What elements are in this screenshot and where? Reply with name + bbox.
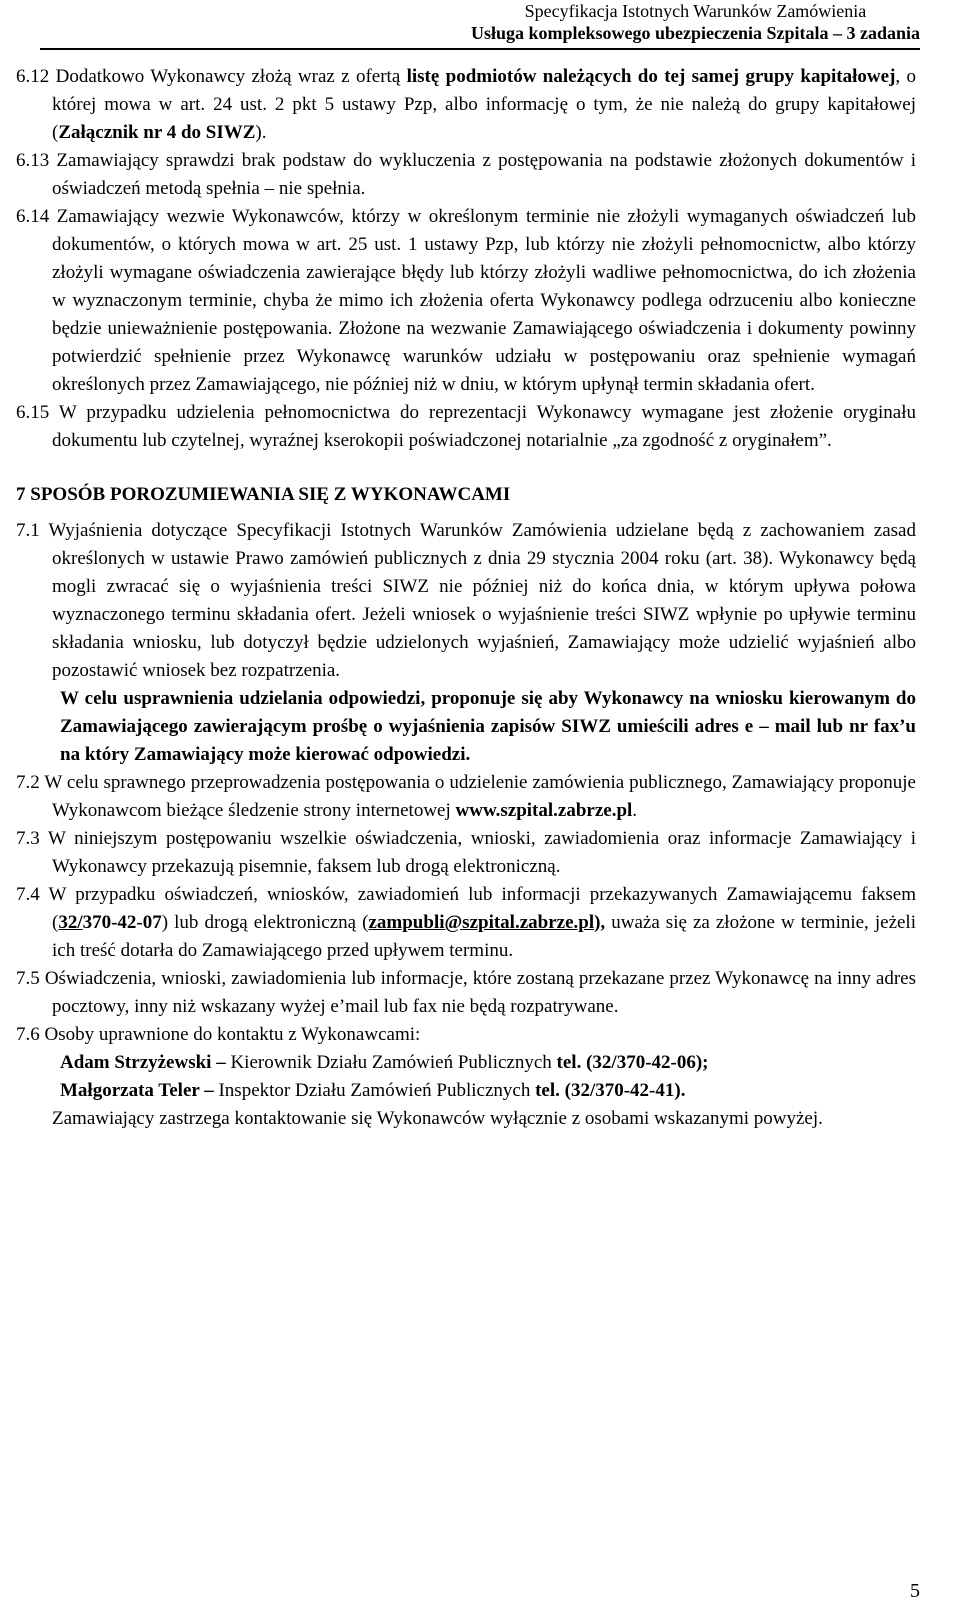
contact-name: Małgorzata Teler –: [60, 1080, 214, 1101]
contact-2: Małgorzata Teler – Inspektor Działu Zamówień Publicznych tel. (32/370-42-41).: [60, 1080, 686, 1101]
paragraph-6-13: 6.13 Zamawiający sprawdzi brak podstaw do wykluczenia z postępowania na podstawie złożonych dokumentów i oświadczeń metodą spełnia – nie spełnia.: [16, 150, 916, 199]
paragraph-number: 6.13: [16, 150, 50, 171]
contact-1: Adam Strzyżewski – Kierownik Działu Zamówień Publicznych tel. (32/370-42-06);: [60, 1052, 709, 1073]
paragraph-number: 7.3: [16, 828, 40, 849]
contact-name: Adam Strzyżewski –: [60, 1052, 226, 1073]
paragraph-6-15: 6.15 W przypadku udzielenia pełnomocnictwa do reprezentacji Wykonawcy wymagane jest złożenie oryginału dokumentu lub czytelnej, wyraźnej kserokopii poświadczonej notarialnie „za zgodność z oryginałem”.: [16, 402, 916, 451]
paragraph-number: 7.5: [16, 968, 40, 989]
fax-prefix: 32/: [58, 912, 83, 933]
email-link[interactable]: zampubli@szpital.zabrze.pl: [368, 912, 595, 933]
website-link[interactable]: www.szpital.zabrze.pl: [455, 800, 633, 821]
spacer: [16, 509, 916, 517]
paragraph-number: 7.1: [16, 520, 40, 541]
paragraph-6-12: 6.12 Dodatkowo Wykonawcy złożą wraz z ofertą listę podmiotów należących do tej samej grupy kapitałowej, o której mowa w art. 24 ust. 2 pkt 5 ustawy Pzp, albo informację o tym, że nie należą do grupy kapitałowej (Załącznik nr 4 do SIWZ).: [16, 66, 917, 143]
paragraph-7-2: 7.2 W celu sprawnego przeprowadzenia postępowania o udzielenie zamówienia publicznego, Zamawiający proponuje Wykonawcom bieżące śledzenie strony internetowej www.szpital.zabrze.pl.: [16, 772, 916, 821]
paragraph-number: 7.4: [16, 884, 40, 905]
paragraph-7-6-tail: Zamawiający zastrzega kontaktowanie się Wykonawców wyłącznie z osobami wskazanymi powyżej.: [52, 1108, 823, 1129]
paragraph-7-4: 7.4 W przypadku oświadczeń, wniosków, zawiadomień lub informacji przekazywanych Zamawiającemu faksem (32/370-42-07) lub drogą elektroniczną (zampubli@szpital.zabrze.pl), uważa się za złożone w terminie, jeżeli ich treść dotarła do Zamawiającego przed upływem terminu.: [16, 884, 916, 961]
header-rule: [40, 48, 920, 50]
paragraph-number: 6.15: [16, 402, 50, 423]
document-body: [16, 63, 916, 1133]
paragraph-6-14: 6.14 Zamawiający wezwie Wykonawców, którzy w określonym terminie nie złożyli wymaganych oświadczeń lub dokumentów, o których mowa w art. 25 ust. 1 ustawy Pzp, lub którzy nie złożyli pełnomocnictw, albo którzy złożyli wymagane oświadczenia zawierające błędy lub którzy złożyli wadliwe pełnomocnictwa, do ich złożenia w wyznaczonym terminie, chyba że mimo ich złożenia oferta Wykonawcy podlega odrzuceniu albo konieczne będzie unieważnienie postępowania. Złożone na wezwanie Zamawiającego oświadczenia i dokumenty powinny potwierdzić spełnienie przez Wykonawcę warunków udziału w postępowaniu oraz spełnienie wymagań określonych przez Zamawiającego, nie później niż w dniu, w którym upłynął termin składania ofert.: [16, 206, 916, 395]
page-number: 5: [910, 1580, 920, 1602]
page-header: [471, 0, 920, 44]
paragraph-7-1-note: W celu usprawnienia udzielania odpowiedzi, proponuje się aby Wykonawcy na wniosku kierowanym do Zamawiającego zawierającym prośbę o wyjaśnienia zapisów SIWZ umieścili adres e – mail lub nr fax’u na który Zamawiający może kierować odpowiedzi.: [60, 688, 916, 765]
paragraph-7-5: 7.5 Oświadczenia, wnioski, zawiadomienia lub informacje, które zostaną przekazane przez Wykonawcę na inny adres pocztowy, inny niż wskazany wyżej e’mail lub fax nie będą rozpatrywane.: [16, 968, 916, 1017]
contact-phone: tel. (32/370-42-41).: [535, 1080, 686, 1101]
contact-phone: tel. (32/370-42-06);: [556, 1052, 709, 1073]
paragraph-7-3: 7.3 W niniejszym postępowaniu wszelkie oświadczenia, wnioski, zawiadomienia oraz informacje Zamawiający i Wykonawcy przekazują pisemnie, faksem lub drogą elektroniczną.: [16, 828, 916, 877]
paragraph-number: 7.6: [16, 1024, 40, 1045]
paragraph-7-1: 7.1 Wyjaśnienia dotyczące Specyfikacji Istotnych Warunków Zamówienia udzielane będą z zachowaniem zasad określonych w ustawie Prawo zamówień publicznych z dnia 29 stycznia 2004 roku (art. 38). Wykonawcy będą mogli zwracać się o wyjaśnienia treści SIWZ nie później niż do końca dnia, w którym upływa połowa wyznaczonego terminu składania ofert. Jeżeli wniosek o wyjaśnienie treści SIWZ wpłynie po upływie terminu składania wniosku, lub dotyczył będzie udzielonych wyjaśnień, Zamawiający może udzielić wyjaśnień albo pozostawić wniosek bez rozpatrzenia.: [16, 520, 916, 681]
header-line-1: Specyfikacja Istotnych Warunków Zamówienia: [524, 1, 867, 21]
paragraph-number: 6.12: [16, 66, 50, 87]
paragraph-number: 7.2: [16, 772, 40, 793]
spacer: [16, 455, 916, 481]
paragraph-7-6: 7.6 Osoby uprawnione do kontaktu z Wykonawcami:: [16, 1024, 421, 1045]
fax-number: 370-42-07: [82, 912, 162, 933]
header-line-2: Usługa kompleksowego ubezpieczenia Szpitala – 3 zadania: [470, 23, 920, 43]
section-heading: 7 SPOSÓB POROZUMIEWANIA SIĘ Z WYKONAWCAMI: [16, 484, 511, 505]
paragraph-number: 6.14: [16, 206, 50, 227]
